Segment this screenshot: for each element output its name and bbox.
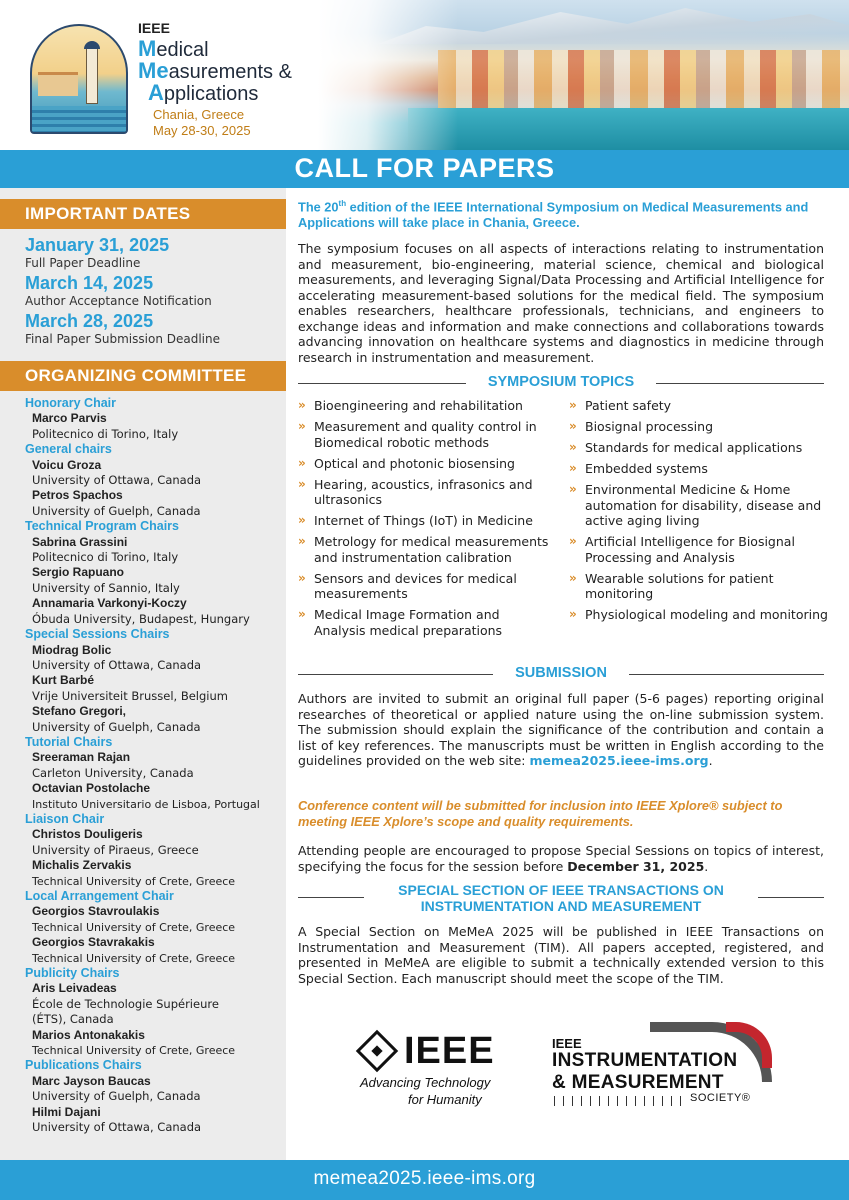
special-section-heading: SPECIAL SECTION OF IEEE TRANSACTIONS ON INSTRUMENTATION AND MEASUREMENT	[398, 882, 724, 914]
chevron-right-icon: »	[569, 570, 575, 585]
topic-label: Wearable solutions for patient monitoring	[585, 570, 774, 601]
committee-member-affiliation: University of Ottawa, Canada	[32, 657, 202, 672]
committee-member-affiliation: Technical University of Crete, Greece	[32, 874, 236, 888]
committee-member-affiliation: University of Guelph, Canada	[32, 719, 201, 734]
topic-item	[569, 571, 831, 602]
committee-member-affiliation: École de Technologie Supérieure	[32, 996, 219, 1011]
intro-body: The symposium focuses on all aspects of interactions relating to instrumentation and measurement, bio-engineering, material science, chemical and biological measurements, and leveraging Signal/Data Processing and Artificial Intelligence for accelerating measurement-based solutions for the medical field. The symposium enables researchers, healthcare professionals, technicians, and engineers to exchange ideas and information and make connections and collaborations towards advancing innovation on healthcare systems and diagnostics in medicine through research in instrumentation and measurement.	[298, 241, 824, 365]
topic-label: Artificial Intelligence for Biosignal Processing and Analysis	[585, 534, 795, 565]
committee-member-name: Georgios Stavrakakis	[32, 935, 155, 950]
date-value: March 14, 2025	[25, 273, 154, 293]
committee-member-name: Michalis Zervakis	[32, 858, 132, 873]
special-section-body: A Special Section on MeMeA 2025 will be published in IEEE Transactions on Instrumentation and Measurement (TIM). All papers accepted, registered, and presented in MeMeA are eligible to submit a technically extended version to this Special Section. Each manuscript should meet the scope of the TIM.	[298, 924, 824, 986]
committee-group-title: Tutorial Chairs	[25, 734, 113, 749]
topics-left-column	[298, 398, 554, 644]
committee-member-name: Sabrina Grassini	[32, 534, 128, 549]
chania-harbor-photo	[318, 0, 849, 150]
committee-member-name: Kurt Barbé	[32, 673, 95, 688]
header	[0, 0, 849, 150]
conference-name-line-3: Applications	[148, 80, 259, 105]
topic-label: Physiological modeling and monitoring	[585, 607, 828, 622]
chevron-right-icon: »	[569, 419, 575, 433]
topic-item	[569, 461, 831, 477]
topic-label: Optical and photonic biosensing	[314, 455, 515, 471]
committee-group-title: General chairs	[25, 442, 112, 457]
topic-item	[569, 440, 831, 456]
committee-group-title: Publications Chairs	[25, 1058, 142, 1073]
chevron-right-icon: »	[298, 570, 304, 585]
ieee-logo: IEEE Advancing Technology for Humanity	[358, 1030, 498, 1110]
chevron-right-icon: »	[569, 607, 575, 621]
committee-member-name: Voicu Groza	[32, 457, 102, 472]
committee-member-name: Christos Douligeris	[32, 827, 143, 842]
divider	[758, 897, 824, 898]
chevron-right-icon: »	[298, 455, 304, 470]
committee-member-affiliation: Technical University of Crete, Greece	[32, 1044, 236, 1058]
committee-member-name: Marios Antonakakis	[32, 1027, 145, 1042]
topic-label: Bioengineering and rehabilitation	[314, 398, 523, 413]
topic-item	[298, 398, 554, 414]
committee-member-affiliation: Óbuda University, Budapest, Hungary	[32, 611, 250, 626]
committee-member-name: Stefano Gregori,	[32, 704, 127, 719]
topic-item	[569, 398, 831, 414]
committee-member-name: Georgios Stavroulakis	[32, 904, 160, 919]
committee-group-title: Local Arrangement Chair	[25, 889, 174, 903]
topics-right-column	[569, 398, 831, 628]
committee-member-name: Sergio Rapuano	[32, 565, 125, 580]
committee-member-affiliation: Vrije Universiteit Brussel, Belgium	[32, 688, 228, 703]
committee-member-name: Miodrag Bolic	[32, 642, 112, 657]
organizing-committee-heading: ORGANIZING COMMITTEE	[0, 361, 286, 391]
chevron-right-icon: »	[569, 461, 575, 475]
topic-item	[298, 477, 554, 508]
ieee-diamond-icon	[356, 1030, 398, 1072]
chevron-right-icon: »	[298, 534, 304, 548]
topic-label: Standards for medical applications	[585, 440, 803, 455]
committee-member-name: Marco Parvis	[32, 411, 107, 426]
topic-item	[298, 607, 554, 638]
topic-label: Metrology for medical measurements and instrumentation calibration	[314, 534, 549, 565]
committee-member-name: Annamaria Varkonyi-Koczy	[32, 596, 187, 611]
committee-group-title: Publicity Chairs	[25, 966, 120, 981]
committee-group-title: Special Sessions Chairs	[25, 627, 170, 642]
ruler-ticks-icon	[554, 1096, 684, 1106]
topic-item	[298, 513, 554, 529]
topic-label: Internet of Things (IoT) in Medicine	[314, 513, 533, 528]
chevron-right-icon: »	[298, 607, 304, 621]
chevron-right-icon: »	[569, 482, 575, 496]
chevron-right-icon: »	[569, 398, 575, 412]
divider	[656, 383, 824, 384]
date-label: Author Acceptance Notification	[25, 294, 212, 308]
committee-member-affiliation: Technical University of Crete, Greece	[32, 920, 236, 934]
chevron-right-icon: »	[298, 398, 304, 412]
conference-dates: May 28-30, 2025	[153, 123, 251, 138]
submission-website-link[interactable]: memea2025.ieee-ims.org	[529, 753, 709, 768]
committee-member-affiliation: University of Sannio, Italy	[32, 580, 180, 595]
conference-location: Chania, Greece	[153, 107, 245, 122]
special-sessions-text: Attending people are encouraged to propose Special Sessions on topics of interest, specifying the focus for the session before December 31, 2025.	[298, 843, 824, 874]
topic-item	[298, 534, 554, 565]
chevron-right-icon: »	[298, 513, 304, 527]
topic-label: Measurement and quality control in Biomedical robotic methods	[314, 419, 537, 450]
committee-member-affiliation: Technical University of Crete, Greece	[32, 951, 236, 965]
date-label: Final Paper Submission Deadline	[25, 332, 220, 346]
committee-member-name: Hilmi Dajani	[32, 1104, 101, 1119]
committee-member-name: Octavian Postolache	[32, 781, 151, 796]
conference-name-line-2: Measurements &	[138, 58, 292, 83]
symposium-topics-heading: SYMPOSIUM TOPICS	[487, 374, 635, 390]
committee-member-affiliation: University of Piraeus, Greece	[32, 842, 199, 857]
committee-member-affiliation: Politecnico di Torino, Italy	[32, 550, 179, 565]
call-for-papers-banner	[0, 150, 849, 188]
topic-label: Embedded systems	[585, 461, 708, 476]
topic-item	[298, 456, 554, 472]
submission-body: Authors are invited to submit an original full paper (5-6 pages) reporting original researches of theoretical or applied nature using the on-line submission system. The submission should explain the significance of the contribution and contain a list of key references. The manuscripts must be written in English according to the guidelines provided on the web site: memea2025.ieee-ims.org.	[298, 691, 824, 768]
footer-website-link[interactable]: memea2025.ieee-ims.org	[313, 1168, 536, 1189]
xplore-note: Conference content will be submitted for inclusion into IEEE Xplore® subject to meeting IEEE Xplore’s scope and quality requirements.	[298, 798, 783, 829]
conference-name-line-1: Medical	[138, 36, 209, 61]
committee-member-name: Sreeraman Rajan	[32, 750, 131, 765]
topic-label: Patient safety	[585, 398, 672, 413]
committee-member-affiliation: Carleton University, Canada	[32, 765, 194, 780]
committee-member-affiliation: (ÉTS), Canada	[32, 1012, 114, 1027]
committee-member-affiliation: University of Ottawa, Canada	[32, 1120, 202, 1135]
committee-member-affiliation: Politecnico di Torino, Italy	[32, 426, 179, 441]
topic-item	[298, 571, 554, 602]
topic-item	[569, 534, 831, 565]
topic-label: Medical Image Formation and Analysis medical preparations	[314, 607, 503, 638]
intro-lead: The 20th edition of the IEEE International Symposium on Medical Measurements and Applications will take place in Chania, Greece.	[298, 199, 809, 231]
topic-label: Sensors and devices for medical measurements	[314, 570, 517, 601]
ims-society-logo: IEEE INSTRUMENTATION & MEASUREMENT SOCIETY®	[550, 1022, 780, 1112]
chevron-right-icon: »	[569, 440, 575, 454]
committee-member-affiliation: Instituto Universitario de Lisboa, Portugal	[32, 797, 260, 811]
committee-member-name: Marc Jayson Baucas	[32, 1073, 151, 1088]
conference-ieee-label: IEEE	[138, 20, 170, 36]
committee-group-title: Honorary Chair	[25, 396, 116, 410]
chevron-right-icon: »	[298, 419, 304, 433]
topic-item	[569, 607, 831, 623]
committee-member-affiliation: University of Guelph, Canada	[32, 1089, 201, 1104]
committee-list	[25, 396, 283, 1136]
committee-group-title: Technical Program Chairs	[25, 519, 179, 534]
topic-item	[569, 482, 831, 529]
conference-logo-icon	[30, 24, 128, 134]
important-dates-heading: IMPORTANT DATES	[0, 199, 286, 229]
committee-member-affiliation: University of Guelph, Canada	[32, 503, 201, 518]
date-value: January 31, 2025	[25, 235, 170, 255]
divider	[629, 674, 824, 675]
committee-group-title: Liaison Chair	[25, 811, 105, 826]
banner-title: CALL FOR PAPERS	[294, 153, 555, 183]
topic-item	[569, 419, 831, 435]
footer	[0, 1160, 849, 1200]
committee-member-name: Aris Leivadeas	[32, 981, 117, 996]
date-label: Full Paper Deadline	[25, 256, 141, 270]
committee-member-name: Petros Spachos	[32, 488, 123, 503]
topic-label: Hearing, acoustics, infrasonics and ultrasonics	[314, 476, 533, 507]
submission-heading: SUBMISSION	[515, 665, 607, 681]
topic-label: Environmental Medicine & Home automation for disability, disease and active aging living	[585, 482, 822, 528]
chevron-right-icon: »	[569, 534, 575, 548]
topic-label: Biosignal processing	[585, 419, 714, 434]
chevron-right-icon: »	[298, 476, 304, 491]
date-value: March 28, 2025	[25, 311, 154, 331]
topic-item	[298, 419, 554, 450]
committee-member-affiliation: University of Ottawa, Canada	[32, 473, 202, 488]
